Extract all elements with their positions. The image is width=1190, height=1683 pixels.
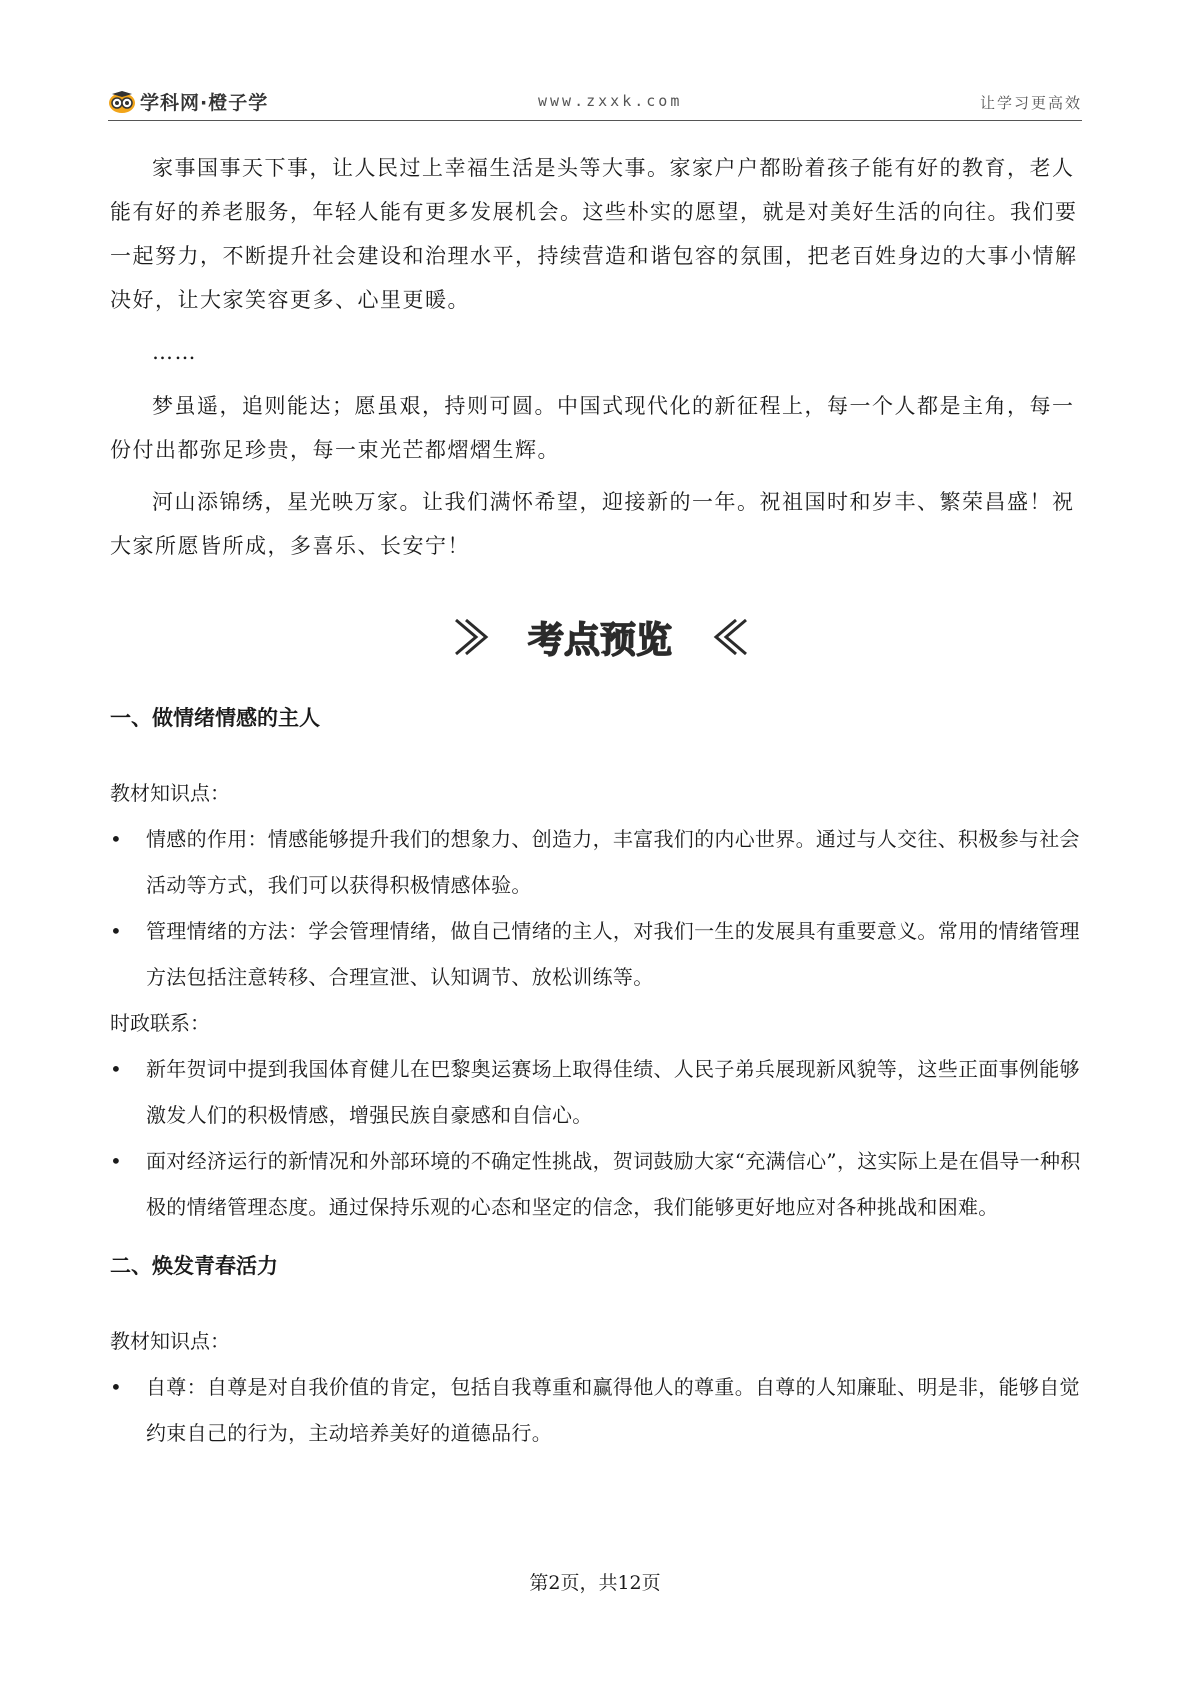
site-url[interactable]: www.zxxk.com [538,92,683,110]
section-heading: 一、做情绪情感的主人 [110,706,320,730]
banner-title: 考点预览 [527,619,672,661]
list-item: • 管理情绪的方法：学会管理情绪，做自己情绪的主人，对我们一生的发展具有重要意义。常用的情绪管理方法包括注意转移、合理宣泄、认知调节、放松训练等。 [110,908,1090,1000]
list-item: • 新年贺词中提到我国体育健儿在巴黎奥运赛场上取得佳绩、人民子弟兵展现新风貌等，这些正面事例能够激发人们的积极情感，增强民族自豪感和自信心。 [110,1046,1090,1138]
exam-points-banner [450,612,750,662]
intro-excerpt [110,146,1090,576]
textbook-list [110,1364,1090,1456]
textbook-label: 教材知识点： [110,781,230,805]
owl-logo-icon [108,90,136,114]
intro-ellipsis: …… [152,340,197,364]
site-logo[interactable] [108,88,268,115]
header-slogan: 让学习更高效 [979,94,1082,112]
section-heading: 二、焕发青春活力 [110,1254,278,1278]
list-item: • 情感的作用：情感能够提升我们的想象力、创造力，丰富我们的内心世界。通过与人交往、积极参与社会活动等方式，我们可以获得积极情感体验。 [110,816,1090,908]
textbook-list [110,816,1090,1000]
page-footer: 第2页，共12页 [529,1572,661,1594]
logo-text: 学科网·橙子学 [140,92,269,114]
intro-paragraph: 梦虽遥，追则能达；愿虽艰，持则可圆。中国式现代化的新征程上，每一个人都是主角，每一份付出都弥足珍贵，每一束光芒都熠熠生辉。 [110,394,1075,462]
textbook-label: 教材知识点： [110,1329,230,1353]
list-item: • 面对经济运行的新情况和外部环境的不确定性挑战，贺词鼓励大家“充满信心”，这实际上是在倡导一种积极的情绪管理态度。通过保持乐观的心态和坚定的信念，我们能够更好地应对各种挑战和困难。 [110,1138,1090,1230]
double-chevron-left-icon [706,614,752,660]
double-chevron-right-icon [450,614,496,660]
main-content [110,700,1090,1456]
intro-paragraph: 家事国事天下事，让人民过上幸福生活是头等大事。家家户户都盼着孩子能有好的教育，老人能有好的养老服务，年轻人能有更多发展机会。这些朴实的愿望，就是对美好生活的向往。我们要一起努力，不断提升社会建设和治理水平，持续营造和谐包容的氛围，把老百姓身边的大事小情解决好，让大家笑容更多、心里更暖。 [110,156,1078,312]
current-affairs-list [110,1046,1090,1230]
intro-paragraph: 河山添锦绣，星光映万家。让我们满怀希望，迎接新的一年。祝祖国时和岁丰、繁荣昌盛！祝大家所愿皆所成，多喜乐、长安宁！ [110,490,1075,558]
current-affairs-label: 时政联系： [110,1011,210,1035]
list-item: • 自尊：自尊是对自我价值的肯定，包括自我尊重和赢得他人的尊重。自尊的人知廉耻、明是非，能够自觉约束自己的行为，主动培养美好的道德品行。 [110,1364,1090,1456]
page-header [108,86,1082,121]
